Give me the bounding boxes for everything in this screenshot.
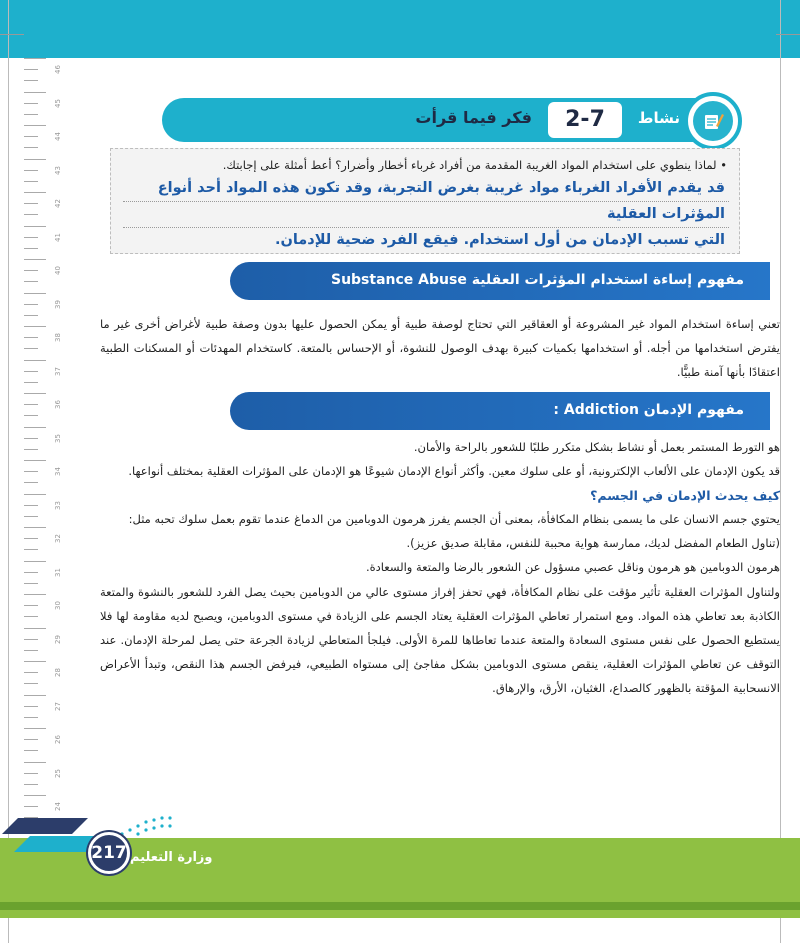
ruler-number: 35: [54, 433, 62, 443]
ruler-number: 44: [54, 132, 62, 141]
ruler-tick: [24, 69, 38, 70]
ruler-tick: [24, 706, 38, 707]
top-banner: [0, 0, 800, 58]
ruler-tick: [24, 348, 38, 349]
ministry-logo-text: وزارة التعليم: [130, 850, 213, 865]
side-ruler: [24, 58, 84, 838]
ruler-tick: [24, 672, 38, 673]
ruler-tick: [24, 181, 38, 182]
ruler-tick: [24, 549, 38, 550]
ruler-tick: [24, 147, 38, 148]
page-number-badge: 217: [88, 832, 130, 874]
ruler-tick: [24, 203, 38, 204]
ruler-tick: [24, 360, 46, 361]
section-title: مفهوم الإدمان Addiction :: [553, 402, 744, 418]
ruler-number: 29: [54, 634, 62, 644]
ruler-tick: [24, 114, 38, 115]
ruler-tick: [24, 784, 38, 785]
ruler-tick: [24, 270, 38, 271]
ruler-tick: [24, 561, 46, 562]
ruler-tick: [24, 750, 38, 751]
ruler-tick: [24, 605, 38, 606]
ruler-tick: [24, 237, 38, 238]
activity-question-box: [110, 148, 740, 254]
activity-header: [152, 92, 742, 152]
ruler-tick: [24, 427, 46, 428]
section-title: مفهوم إساءة استخدام المؤثرات العقلية Substance Abuse: [330, 272, 744, 288]
ruler-number: 43: [54, 165, 62, 175]
trim-mark: [776, 34, 800, 35]
ruler-number: 41: [54, 232, 62, 242]
ruler-tick: [24, 795, 46, 796]
activity-title: فكر فيما قرأت: [415, 108, 532, 127]
ruler-number: 36: [54, 400, 62, 409]
ruler-tick: [24, 695, 46, 696]
ruler-number: 24: [54, 802, 62, 811]
reward-system-text: يحتوي جسم الانسان على ما يسمى بنظام المكافأة، بمعنى أن الجسم يفرز هرمون الدوبامين من الدماغ عندما تقوم بعمل سلوك تحبه مثل:: [128, 512, 780, 526]
ruler-tick: [24, 628, 46, 629]
ruler-tick: [24, 58, 46, 59]
ruler-tick: [24, 304, 38, 305]
ruler-tick: [24, 594, 46, 595]
ruler-number: 26: [54, 735, 62, 744]
ruler-tick: [24, 762, 46, 763]
ruler-tick: [24, 639, 38, 640]
addiction-definition: هو التورط المستمر بعمل أو نشاط بشكل متكرر طلبًا للشعور بالراحة والأمان.: [413, 440, 780, 454]
footer-band-dark: [0, 902, 800, 910]
answer-dotted-line: [123, 227, 729, 228]
ruler-number: 31: [54, 567, 62, 577]
ruler-number: 32: [54, 534, 62, 543]
ruler-tick: [24, 449, 38, 450]
ruler-number: 28: [54, 668, 62, 677]
ruler-tick: [24, 505, 38, 506]
trim-line-left: [8, 0, 9, 943]
subheading-how-addiction: كيف يحدث الإدمان في الجسم؟: [590, 488, 780, 503]
ruler-tick: [24, 773, 38, 774]
ruler-number: 37: [54, 366, 62, 376]
ruler-tick: [24, 538, 38, 539]
ruler-tick: [24, 281, 38, 282]
ruler-tick: [24, 170, 38, 171]
ruler-tick: [24, 482, 38, 483]
ruler-tick: [24, 572, 38, 573]
ruler-tick: [24, 382, 38, 383]
ruler-number: 27: [54, 701, 62, 711]
ruler-tick: [24, 516, 38, 517]
answer-dotted-line: [123, 201, 729, 202]
activity-icon-ring: [684, 92, 742, 150]
ruler-tick: [24, 460, 46, 461]
ruler-number: 25: [54, 768, 62, 778]
ruler-tick: [24, 125, 46, 126]
ruler-number: 42: [54, 199, 62, 208]
trim-line-right: [780, 0, 781, 943]
ruler-number: 34: [54, 467, 62, 476]
ruler-tick: [24, 415, 38, 416]
section-header-substance-abuse: [230, 262, 770, 300]
ruler-tick: [24, 728, 46, 729]
ruler-tick: [24, 393, 46, 394]
ruler-tick: [24, 315, 38, 316]
trim-mark: [0, 34, 24, 35]
ruler-tick: [24, 337, 38, 338]
ruler-tick: [24, 192, 46, 193]
pencil-paper-icon: [693, 101, 733, 141]
ruler-number: 40: [54, 266, 62, 275]
ruler-tick: [24, 226, 46, 227]
ruler-number: 38: [54, 333, 62, 342]
ruler-number: 33: [54, 500, 62, 510]
ruler-tick: [24, 103, 38, 104]
ruler-tick: [24, 136, 38, 137]
ruler-tick: [24, 214, 38, 215]
ruler-tick: [24, 616, 38, 617]
ruler-tick: [24, 661, 46, 662]
ruler-tick: [24, 326, 46, 327]
ruler-tick: [24, 471, 38, 472]
ruler-tick: [24, 739, 38, 740]
ruler-tick: [24, 650, 38, 651]
ruler-tick: [24, 159, 46, 160]
ruler-tick: [24, 527, 46, 528]
activity-answer: [125, 175, 725, 253]
substance-abuse-paragraph: تعني إساءة استخدام المواد غير المشروعة أو العقاقير التي تحتاج لوصفة طبية أو يمكن الحصول عليها بدون وصفة طبية لأغراض أخرى غير ما يفترض استخدامها من أجله. أو استخدامها بكميات كبيرة بهدف الوصول للنشوة، أو الإحساس بالمتعة. كاستخدام المهدئات أو المسكنات الطبية اعتقادًا بأنها آمنة طبيًّا.: [100, 317, 780, 379]
ruler-tick: [24, 583, 38, 584]
dot-pattern: [118, 812, 178, 840]
activity-question: • لماذا ينطوي على استخدام المواد الغريبة المقدمة من أفراد غرباء أخطار وأضرار؟ أعط أمثلة على إجابتك.: [222, 158, 727, 172]
answer-line-2: التي تسبب الإدمان من أول استخدام. فيقع الفرد ضحية للإدمان.: [274, 232, 725, 248]
ruler-number: 45: [54, 98, 62, 108]
examples-text: (تناول الطعام المفضل لديك، ممارسة هواية محببة للنفس، مقابلة صديق عزيز).: [406, 536, 780, 550]
activity-label: نشاط: [637, 109, 680, 127]
section-header-addiction: [230, 392, 770, 430]
ruler-tick: [24, 248, 38, 249]
ruler-tick: [24, 438, 38, 439]
ruler-tick: [24, 717, 38, 718]
ruler-tick: [24, 806, 38, 807]
dopamine-text: هرمون الدوبامين هو هرمون وناقل عصبي مسؤول عن الشعور بالرضا والمتعة والسعادة.: [365, 560, 780, 574]
ruler-number: 30: [54, 601, 62, 610]
ruler-tick: [24, 92, 46, 93]
ruler-tick: [24, 683, 38, 684]
activity-number: 2-7: [548, 102, 622, 138]
addiction-types: قد يكون الإدمان على الألعاب الإلكترونية، أو على سلوك معين. وأكثر أنواع الإدمان شيوعًا هو الإدمان على المؤثرات العقلية بمختلف أنواعها.: [128, 464, 780, 478]
ruler-tick: [24, 259, 46, 260]
ruler-tick: [24, 404, 38, 405]
ruler-tick: [24, 494, 46, 495]
ruler-tick: [24, 293, 46, 294]
answer-line-1: قد يقدم الأفراد الغرباء مواد غريبة بغرض التجربة، وقد تكون هذه المواد أحد أنواع المؤثرات العقلية: [157, 180, 725, 222]
ruler-number: 39: [54, 299, 62, 309]
effects-paragraph: ولتناول المؤثرات العقلية تأثير مؤقت على نظام المكافأة، فهي تحفز إفراز مستوى عالي من الدوبامين بحيث يصل الفرد للشعور بالنشوة والمتعة الكاذبة بعد تعاطي هذه المواد. ومع استمرار تعاطي المؤثرات العقلية يعتاد الجسم على الزيادة في مستوى الدوبامين، ويصبح لديه مقاومة لها فلا يستطيع الحصول على نفس مستوى السعادة والمتعة عندما تعاطاها للمرة الأولى. فيلجأ المتعاطي لزيادة الجرعة حتى يصل لمرحلة الإدمان. عند التوقف عن تعاطي المؤثرات العقلية، ينقص مستوى الدوبامين بشكل مفاجئ إلى مستواه الطبيعي، فيرفض الجسم هذا النقص، وتبدأ الأعراض الانسحابية المؤقتة بالظهور كالصداع، الغثيان، الأرق، والإرهاق.: [100, 585, 780, 695]
ruler-tick: [24, 80, 38, 81]
ruler-tick: [24, 371, 38, 372]
ruler-number: 46: [54, 65, 62, 74]
